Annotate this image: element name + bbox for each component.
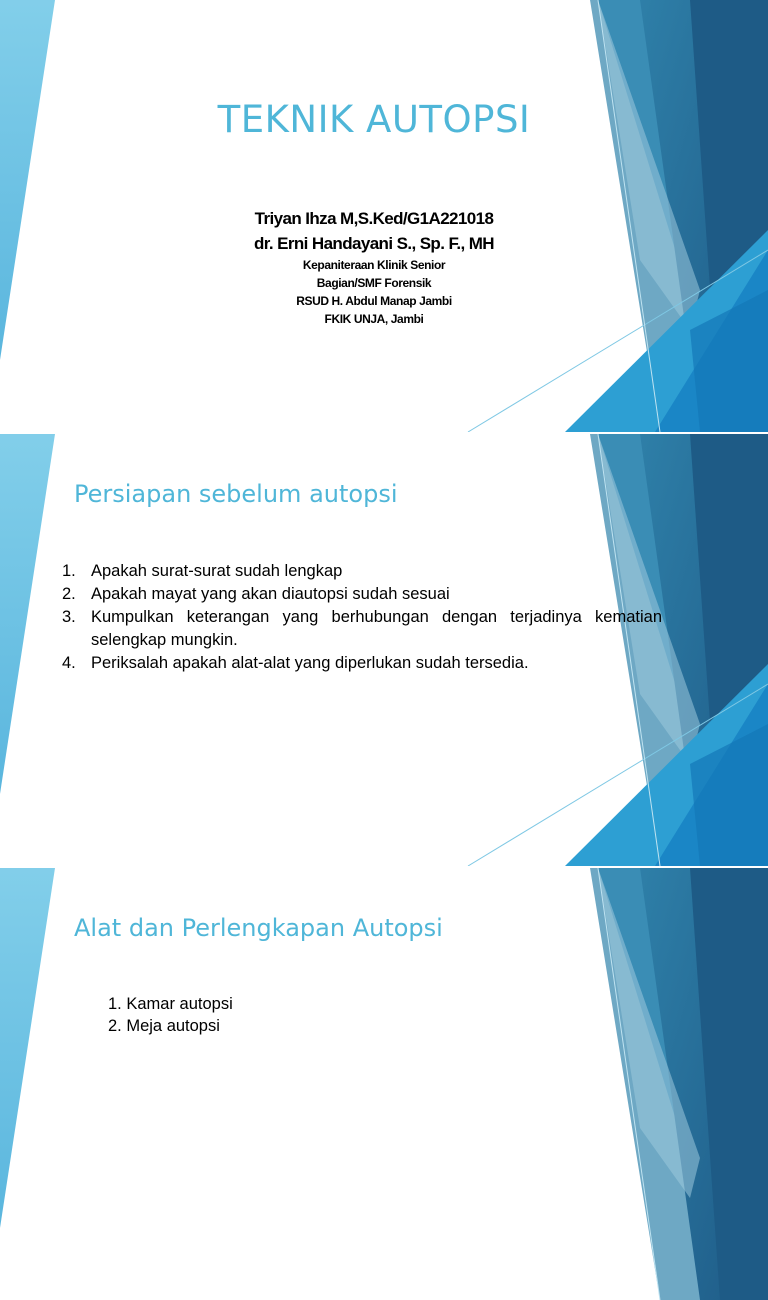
author-line: Triyan Ihza M,S.Ked/G1A221018 — [254, 209, 494, 228]
list-item: 2. Apakah mayat yang akan diautopsi sudah sesuai — [62, 585, 450, 603]
list-item: 1. Apakah surat-surat sudah lengkap — [62, 562, 343, 580]
equipment-list — [108, 993, 233, 1037]
affiliation-line: Bagian/SMF Forensik — [316, 276, 432, 290]
affiliation-line: RSUD H. Abdul Manap Jambi — [296, 294, 452, 308]
list-item: 3. Kumpulkan keterangan yang berhubungan dengan terjadinya kematian selengkap mungkin. — [62, 608, 662, 649]
list-item: 1. Kamar autopsi — [108, 995, 233, 1013]
section-title-preparation: Persiapan sebelum autopsi — [74, 480, 398, 508]
list-item: 4. Periksalah apakah alat-alat yang diperlukan sudah tersedia. — [62, 654, 529, 672]
affiliation-line: Kepaniteraan Klinik Senior — [302, 258, 446, 272]
author-block — [0, 206, 748, 328]
section-title-equipment: Alat dan Perlengkapan Autopsi — [74, 914, 443, 942]
slide-title — [0, 0, 768, 432]
affiliation-line: FKIK UNJA, Jambi — [324, 312, 424, 326]
presentation-title: TEKNIK AUTOPSI — [217, 98, 531, 141]
preparation-list — [62, 560, 662, 675]
supervisor-line: dr. Erni Handayani S., Sp. F., MH — [254, 234, 494, 253]
list-item: 2. Meja autopsi — [108, 1017, 220, 1035]
